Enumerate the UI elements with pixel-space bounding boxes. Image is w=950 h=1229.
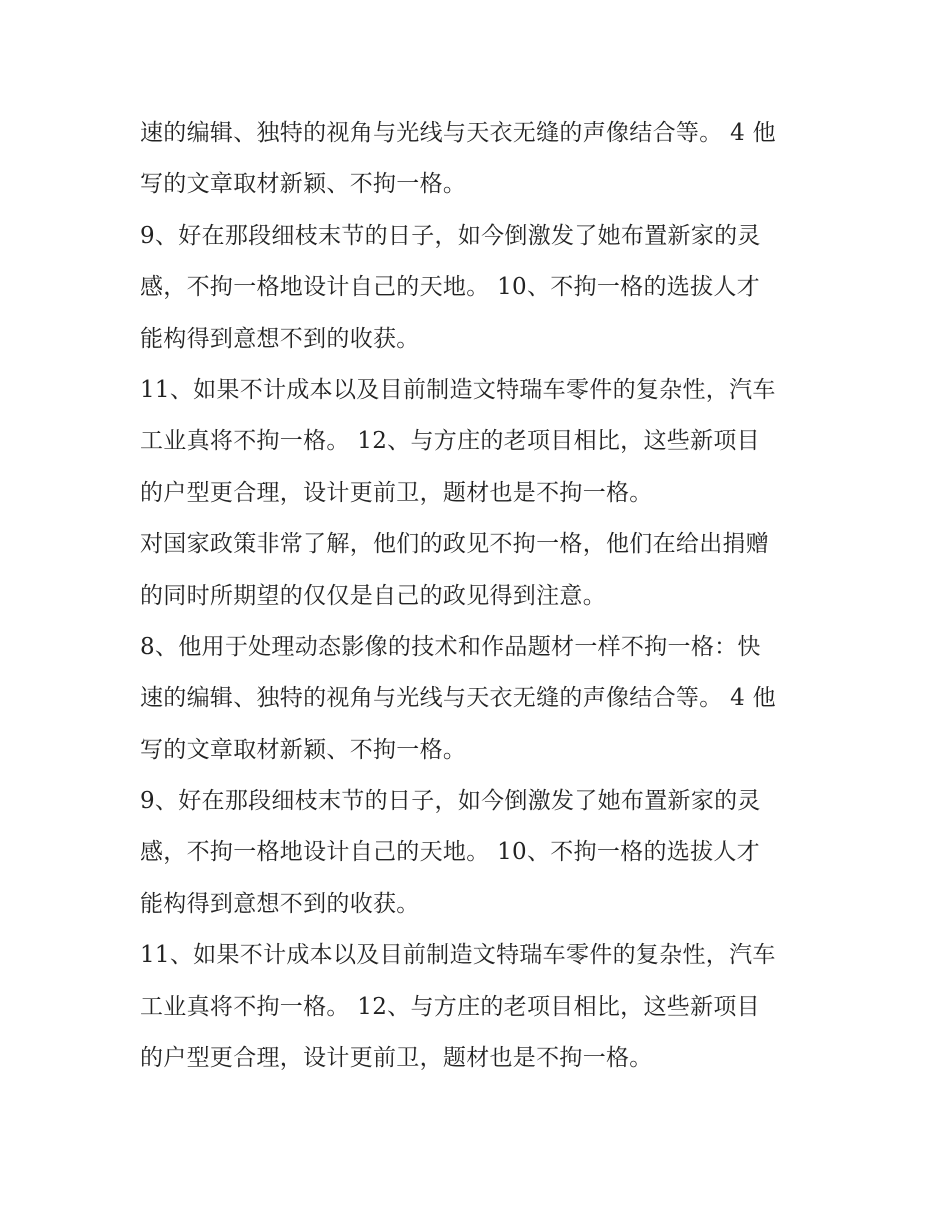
text-line: 速的编辑、独特的视角与光线与天衣无缝的声像结合等。 4 他 — [140, 120, 776, 146]
text-line: 速的编辑、独特的视角与光线与天衣无缝的声像结合等。 4 他 — [140, 685, 776, 712]
text-line: 9、好在那段细枝末节的日子，如今倒激发了她布置新家的灵 — [140, 222, 761, 249]
text-line: 工业真将不拘一格。 12、与方庄的老项目相比，这些新项目 — [140, 428, 760, 455]
document-body — [140, 108, 820, 1084]
text-line: 感，不拘一格地设计自己的天地。 10、不拘一格的选拔人才 — [140, 839, 760, 866]
text-line: 9、好在那段细枝末节的日子，如今倒激发了她布置新家的灵 — [140, 788, 761, 815]
text-line: 11、如果不计成本以及目前制造文特瑞车零件的复杂性，汽车 — [140, 942, 776, 969]
text-line: 能构得到意想不到的收获。 — [140, 890, 420, 917]
text-line: 对国家政策非常了解，他们的政见不拘一格，他们在给出捐赠 — [140, 531, 770, 558]
text-line: 的户型更合理，设计更前卫，题材也是不拘一格。 — [140, 1045, 653, 1072]
text-line: 8、他用于处理动态影像的技术和作品题材一样不拘一格：快 — [140, 633, 761, 660]
text-line: 的同时所期望的仅仅是自己的政见得到注意。 — [140, 582, 606, 609]
text-line: 能构得到意想不到的收获。 — [140, 325, 420, 352]
text-line: 的户型更合理，设计更前卫，题材也是不拘一格。 — [140, 479, 653, 506]
text-line: 写的文章取材新颖、不拘一格。 — [140, 736, 467, 763]
text-line: 11、如果不计成本以及目前制造文特瑞车零件的复杂性，汽车 — [140, 376, 776, 403]
text-line: 工业真将不拘一格。 12、与方庄的老项目相比，这些新项目 — [140, 993, 760, 1020]
text-line: 写的文章取材新颖、不拘一格。 — [140, 171, 467, 198]
text-line: 感，不拘一格地设计自己的天地。 10、不拘一格的选拔人才 — [140, 274, 760, 301]
